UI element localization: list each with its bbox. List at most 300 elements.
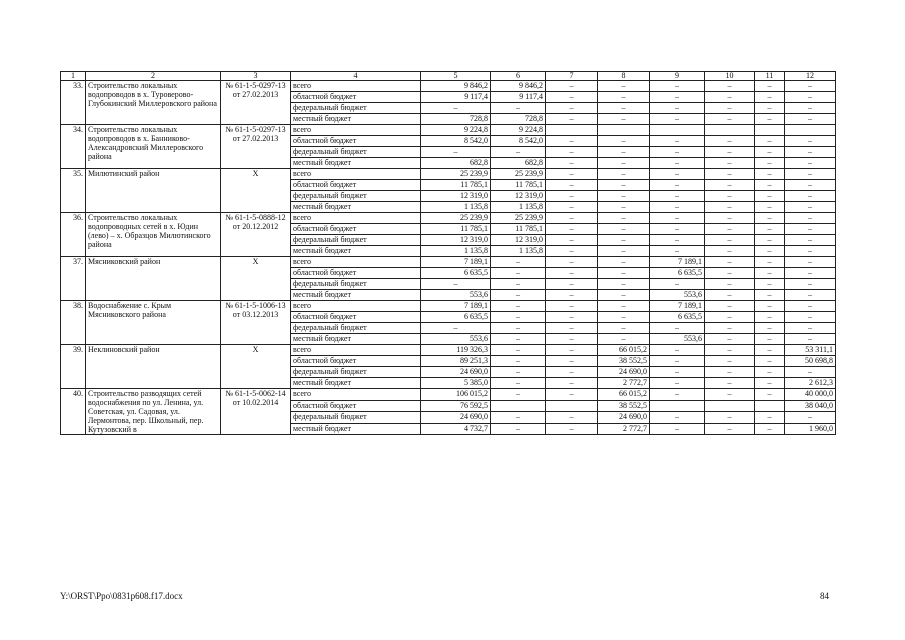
funding-source-label: местный бюджет xyxy=(291,202,421,213)
value-cell: 119 326,3 xyxy=(421,345,491,356)
value-cell: – xyxy=(705,191,755,202)
value-cell: – xyxy=(785,147,836,158)
funding-source-label: всего xyxy=(291,301,421,312)
value-cell: – xyxy=(785,279,836,290)
value-cell: – xyxy=(650,81,705,92)
value-cell: – xyxy=(598,158,650,169)
value-cell: – xyxy=(705,312,755,323)
value-cell: 11 785,1 xyxy=(491,224,546,235)
value-cell: – xyxy=(785,412,836,424)
value-cell: – xyxy=(491,323,546,334)
value-cell: – xyxy=(598,81,650,92)
value-cell: – xyxy=(650,246,705,257)
funding-source-label: областной бюджет xyxy=(291,312,421,323)
value-cell: 8 542,0 xyxy=(491,136,546,147)
value-cell: – xyxy=(598,301,650,312)
value-cell: 25 239,9 xyxy=(491,169,546,180)
funding-source-label: всего xyxy=(291,345,421,356)
row-number: 36. xyxy=(61,213,86,257)
value-cell: – xyxy=(650,224,705,235)
value-cell: – xyxy=(785,301,836,312)
value-cell: 106 015,2 xyxy=(421,389,491,401)
value-cell: 38 040,0 xyxy=(785,400,836,412)
value-cell: – xyxy=(598,191,650,202)
table-row xyxy=(61,81,836,92)
value-cell: 12 319,0 xyxy=(421,235,491,246)
value-cell: – xyxy=(705,356,755,367)
value-cell xyxy=(491,400,546,412)
value-cell: – xyxy=(785,246,836,257)
value-cell: 7 189,1 xyxy=(421,257,491,268)
value-cell: – xyxy=(755,301,785,312)
value-cell: – xyxy=(546,213,598,224)
table-row xyxy=(61,213,836,224)
value-cell: – xyxy=(650,180,705,191)
funding-source-label: всего xyxy=(291,81,421,92)
value-cell: – xyxy=(785,114,836,125)
value-cell: – xyxy=(705,334,755,345)
value-cell: – xyxy=(785,169,836,180)
value-cell: 76 592,5 xyxy=(421,400,491,412)
column-number-header: 2 xyxy=(86,72,221,81)
value-cell: – xyxy=(491,290,546,301)
value-cell: – xyxy=(785,334,836,345)
value-cell: – xyxy=(755,136,785,147)
value-cell: – xyxy=(705,290,755,301)
column-number-header: 11 xyxy=(755,72,785,81)
document-reference: Х xyxy=(221,345,291,389)
value-cell: – xyxy=(546,180,598,191)
document-reference: № 61-1-5-0888-12 от 20.12.2012 xyxy=(221,213,291,257)
value-cell: – xyxy=(785,103,836,114)
funding-source-label: областной бюджет xyxy=(291,268,421,279)
value-cell: – xyxy=(705,378,755,389)
value-cell xyxy=(650,400,705,412)
value-cell: – xyxy=(785,92,836,103)
value-cell: – xyxy=(785,367,836,378)
value-cell: – xyxy=(755,81,785,92)
value-cell: – xyxy=(705,213,755,224)
value-cell: 2 612,3 xyxy=(785,378,836,389)
value-cell: – xyxy=(598,323,650,334)
value-cell: – xyxy=(705,169,755,180)
value-cell: 38 552,5 xyxy=(598,400,650,412)
funding-source-label: федеральный бюджет xyxy=(291,323,421,334)
value-cell: 89 251,3 xyxy=(421,356,491,367)
value-cell: – xyxy=(546,92,598,103)
row-number: 33. xyxy=(61,81,86,125)
row-number: 39. xyxy=(61,345,86,389)
value-cell: – xyxy=(650,169,705,180)
table-row xyxy=(61,389,836,401)
value-cell: – xyxy=(598,213,650,224)
value-cell: 1 960,0 xyxy=(785,423,836,435)
value-cell: – xyxy=(755,334,785,345)
value-cell xyxy=(785,125,836,136)
value-cell: – xyxy=(598,180,650,191)
value-cell: – xyxy=(705,246,755,257)
value-cell: 66 015,2 xyxy=(598,389,650,401)
funding-source-label: областной бюджет xyxy=(291,92,421,103)
table-row xyxy=(61,301,836,312)
value-cell: – xyxy=(650,279,705,290)
funding-source-label: всего xyxy=(291,213,421,224)
table-row xyxy=(61,169,836,180)
value-cell: 24 690,0 xyxy=(421,367,491,378)
row-number: 34. xyxy=(61,125,86,169)
value-cell: 1 135,8 xyxy=(491,202,546,213)
value-cell: – xyxy=(755,423,785,435)
funding-source-label: федеральный бюджет xyxy=(291,191,421,202)
value-cell: – xyxy=(421,323,491,334)
value-cell: – xyxy=(491,412,546,424)
value-cell: – xyxy=(491,345,546,356)
value-cell: – xyxy=(491,389,546,401)
value-cell xyxy=(705,400,755,412)
value-cell: – xyxy=(491,356,546,367)
value-cell: – xyxy=(705,114,755,125)
value-cell: – xyxy=(491,334,546,345)
value-cell xyxy=(755,400,785,412)
value-cell: – xyxy=(785,290,836,301)
value-cell: 2 772,7 xyxy=(598,378,650,389)
value-cell: 9 117,4 xyxy=(421,92,491,103)
value-cell: – xyxy=(546,345,598,356)
value-cell: – xyxy=(755,246,785,257)
value-cell: – xyxy=(755,345,785,356)
footer-file-path: Y:\ORST\Ppo\0831p608.f17.docx xyxy=(60,591,183,601)
value-cell: – xyxy=(705,367,755,378)
funding-source-label: федеральный бюджет xyxy=(291,279,421,290)
value-cell: – xyxy=(705,257,755,268)
object-name: Строительство локальных водопроводов в х. Туроверово-Глубокинский Миллеровского района xyxy=(86,81,221,125)
value-cell: 66 015,2 xyxy=(598,345,650,356)
value-cell: – xyxy=(598,202,650,213)
value-cell: – xyxy=(598,114,650,125)
value-cell: – xyxy=(705,423,755,435)
value-cell: – xyxy=(705,103,755,114)
value-cell: – xyxy=(785,257,836,268)
value-cell: – xyxy=(650,158,705,169)
value-cell xyxy=(546,125,598,136)
value-cell: 9 846,2 xyxy=(491,81,546,92)
value-cell: – xyxy=(785,224,836,235)
value-cell: – xyxy=(546,81,598,92)
document-reference: Х xyxy=(221,169,291,213)
value-cell: – xyxy=(650,92,705,103)
value-cell: – xyxy=(755,180,785,191)
funding-source-label: федеральный бюджет xyxy=(291,103,421,114)
value-cell: – xyxy=(755,224,785,235)
object-name: Строительство локальных водопроводов в х. Банниково-Александровский Миллеровского района xyxy=(86,125,221,169)
column-number-header: 6 xyxy=(491,72,546,81)
value-cell: – xyxy=(755,389,785,401)
value-cell: 24 690,0 xyxy=(421,412,491,424)
object-name: Строительство локальных водопроводных сетей в х. Юдин (лево) – х. Образцов Милютинского района xyxy=(86,213,221,257)
value-cell: 553,6 xyxy=(421,290,491,301)
funding-source-label: областной бюджет xyxy=(291,224,421,235)
value-cell: – xyxy=(785,202,836,213)
value-cell: – xyxy=(650,202,705,213)
funding-source-label: областной бюджет xyxy=(291,400,421,412)
value-cell: – xyxy=(705,323,755,334)
value-cell: 1 135,8 xyxy=(421,202,491,213)
value-cell: – xyxy=(491,378,546,389)
value-cell: – xyxy=(491,301,546,312)
document-reference: № 61-1-5-0297-13 от 27.02.2013 xyxy=(221,125,291,169)
funding-source-label: всего xyxy=(291,169,421,180)
value-cell: 6 635,5 xyxy=(650,312,705,323)
value-cell: – xyxy=(650,103,705,114)
value-cell: – xyxy=(650,213,705,224)
value-cell: – xyxy=(650,323,705,334)
value-cell xyxy=(705,125,755,136)
value-cell: 682,8 xyxy=(421,158,491,169)
row-number: 40. xyxy=(61,389,86,435)
value-cell: – xyxy=(598,235,650,246)
value-cell: – xyxy=(755,279,785,290)
value-cell: – xyxy=(546,367,598,378)
value-cell: – xyxy=(705,81,755,92)
value-cell: – xyxy=(755,367,785,378)
value-cell: – xyxy=(785,136,836,147)
value-cell xyxy=(546,400,598,412)
value-cell: 12 319,0 xyxy=(421,191,491,202)
value-cell: – xyxy=(755,356,785,367)
funding-source-label: всего xyxy=(291,257,421,268)
value-cell: – xyxy=(491,268,546,279)
value-cell: 25 239,9 xyxy=(491,213,546,224)
value-cell: – xyxy=(491,367,546,378)
value-cell: – xyxy=(598,312,650,323)
value-cell: – xyxy=(755,103,785,114)
funding-source-label: местный бюджет xyxy=(291,423,421,435)
value-cell: – xyxy=(705,279,755,290)
document-reference: № 61-1-5-1006-13 от 03.12.2013 xyxy=(221,301,291,345)
value-cell: – xyxy=(598,92,650,103)
column-number-header: 1 xyxy=(61,72,86,81)
object-name: Мясниковский район xyxy=(86,257,221,301)
value-cell: 9 846,2 xyxy=(421,81,491,92)
funding-source-label: местный бюджет xyxy=(291,114,421,125)
table-row xyxy=(61,125,836,136)
footer-page-number: 84 xyxy=(820,591,829,601)
value-cell: – xyxy=(546,412,598,424)
value-cell: – xyxy=(785,191,836,202)
value-cell: 1 135,8 xyxy=(421,246,491,257)
value-cell: – xyxy=(421,279,491,290)
value-cell: – xyxy=(598,268,650,279)
object-name: Водоснабжение с. Крым Мясниковского района xyxy=(86,301,221,345)
value-cell: 728,8 xyxy=(421,114,491,125)
value-cell: 4 732,7 xyxy=(421,423,491,435)
value-cell: – xyxy=(650,412,705,424)
value-cell: – xyxy=(755,268,785,279)
funding-source-label: областной бюджет xyxy=(291,180,421,191)
column-number-header: 4 xyxy=(291,72,421,81)
value-cell: 11 785,1 xyxy=(491,180,546,191)
value-cell: – xyxy=(705,268,755,279)
value-cell: – xyxy=(598,147,650,158)
value-cell: – xyxy=(705,136,755,147)
value-cell: – xyxy=(421,147,491,158)
value-cell: 553,6 xyxy=(650,290,705,301)
row-number: 37. xyxy=(61,257,86,301)
value-cell: 12 319,0 xyxy=(491,191,546,202)
value-cell: – xyxy=(546,202,598,213)
value-cell: – xyxy=(755,213,785,224)
value-cell: 24 690,0 xyxy=(598,412,650,424)
value-cell: 40 000,0 xyxy=(785,389,836,401)
value-cell: – xyxy=(785,268,836,279)
value-cell: – xyxy=(546,103,598,114)
value-cell: – xyxy=(650,114,705,125)
value-cell: 553,6 xyxy=(650,334,705,345)
value-cell: 8 542,0 xyxy=(421,136,491,147)
value-cell: – xyxy=(755,290,785,301)
funding-source-label: всего xyxy=(291,125,421,136)
value-cell: 25 239,9 xyxy=(421,169,491,180)
value-cell: 6 635,5 xyxy=(421,268,491,279)
value-cell: – xyxy=(546,246,598,257)
value-cell: – xyxy=(491,147,546,158)
funding-source-label: областной бюджет xyxy=(291,136,421,147)
value-cell: – xyxy=(785,323,836,334)
value-cell: – xyxy=(705,345,755,356)
value-cell xyxy=(598,125,650,136)
value-cell: 6 635,5 xyxy=(650,268,705,279)
value-cell: – xyxy=(598,246,650,257)
value-cell: – xyxy=(755,412,785,424)
value-cell: – xyxy=(755,92,785,103)
value-cell: – xyxy=(546,389,598,401)
value-cell: – xyxy=(785,180,836,191)
value-cell: 7 189,1 xyxy=(650,257,705,268)
value-cell: – xyxy=(598,290,650,301)
funding-source-label: местный бюджет xyxy=(291,290,421,301)
value-cell: – xyxy=(785,235,836,246)
value-cell: – xyxy=(755,191,785,202)
value-cell: – xyxy=(705,389,755,401)
value-cell: – xyxy=(546,423,598,435)
value-cell: 6 635,5 xyxy=(421,312,491,323)
value-cell: – xyxy=(598,334,650,345)
value-cell: – xyxy=(755,114,785,125)
value-cell: 25 239,9 xyxy=(421,213,491,224)
value-cell: – xyxy=(755,257,785,268)
value-cell: – xyxy=(755,147,785,158)
value-cell: – xyxy=(546,323,598,334)
row-number: 35. xyxy=(61,169,86,213)
value-cell: – xyxy=(546,290,598,301)
funding-source-label: областной бюджет xyxy=(291,356,421,367)
column-number-header: 10 xyxy=(705,72,755,81)
value-cell: – xyxy=(546,136,598,147)
column-number-header: 7 xyxy=(546,72,598,81)
value-cell: – xyxy=(705,158,755,169)
column-number-header: 12 xyxy=(785,72,836,81)
document-reference: № 61-1-5-0297-13 от 27.02.2013 xyxy=(221,81,291,125)
value-cell: 11 785,1 xyxy=(421,224,491,235)
value-cell: – xyxy=(546,279,598,290)
value-cell: – xyxy=(650,191,705,202)
value-cell: – xyxy=(546,378,598,389)
funding-source-label: местный бюджет xyxy=(291,378,421,389)
object-name: Неклиновский район xyxy=(86,345,221,389)
value-cell: – xyxy=(491,257,546,268)
document-reference: Х xyxy=(221,257,291,301)
funding-source-label: всего xyxy=(291,389,421,401)
value-cell: – xyxy=(598,103,650,114)
value-cell: 50 698,8 xyxy=(785,356,836,367)
value-cell: – xyxy=(546,356,598,367)
value-cell: – xyxy=(650,378,705,389)
funding-source-label: федеральный бюджет xyxy=(291,235,421,246)
value-cell: – xyxy=(650,389,705,401)
value-cell: – xyxy=(650,423,705,435)
value-cell: – xyxy=(785,213,836,224)
value-cell: – xyxy=(755,158,785,169)
value-cell: – xyxy=(546,191,598,202)
value-cell: – xyxy=(705,224,755,235)
funding-source-label: местный бюджет xyxy=(291,158,421,169)
value-cell: – xyxy=(598,257,650,268)
value-cell: 1 135,8 xyxy=(491,246,546,257)
value-cell: 553,6 xyxy=(421,334,491,345)
budget-table xyxy=(60,71,836,435)
value-cell: – xyxy=(546,257,598,268)
value-cell: – xyxy=(546,147,598,158)
value-cell: – xyxy=(598,169,650,180)
value-cell: – xyxy=(491,312,546,323)
value-cell: 53 311,1 xyxy=(785,345,836,356)
funding-source-label: федеральный бюджет xyxy=(291,412,421,424)
document-reference: № 61-1-5-0062-14 от 10.02.2014 xyxy=(221,389,291,435)
value-cell: – xyxy=(546,268,598,279)
value-cell: 24 690,0 xyxy=(598,367,650,378)
value-cell: – xyxy=(546,235,598,246)
value-cell: – xyxy=(546,114,598,125)
table-row xyxy=(61,345,836,356)
value-cell: – xyxy=(755,378,785,389)
value-cell: – xyxy=(785,158,836,169)
value-cell: 728,8 xyxy=(491,114,546,125)
value-cell: – xyxy=(650,356,705,367)
value-cell: – xyxy=(650,235,705,246)
value-cell: – xyxy=(755,235,785,246)
value-cell: – xyxy=(650,136,705,147)
value-cell: – xyxy=(546,169,598,180)
value-cell: 9 117,4 xyxy=(491,92,546,103)
value-cell: 11 785,1 xyxy=(421,180,491,191)
table-row xyxy=(61,257,836,268)
value-cell: – xyxy=(785,312,836,323)
value-cell: – xyxy=(491,103,546,114)
value-cell: – xyxy=(755,202,785,213)
value-cell xyxy=(755,125,785,136)
value-cell: – xyxy=(650,147,705,158)
value-cell: – xyxy=(546,158,598,169)
value-cell: 7 189,1 xyxy=(650,301,705,312)
funding-source-label: местный бюджет xyxy=(291,246,421,257)
value-cell: – xyxy=(705,92,755,103)
value-cell: 38 552,5 xyxy=(598,356,650,367)
funding-source-label: местный бюджет xyxy=(291,334,421,345)
value-cell: – xyxy=(705,180,755,191)
value-cell: – xyxy=(491,423,546,435)
value-cell: 2 772,7 xyxy=(598,423,650,435)
value-cell: 7 189,1 xyxy=(421,301,491,312)
